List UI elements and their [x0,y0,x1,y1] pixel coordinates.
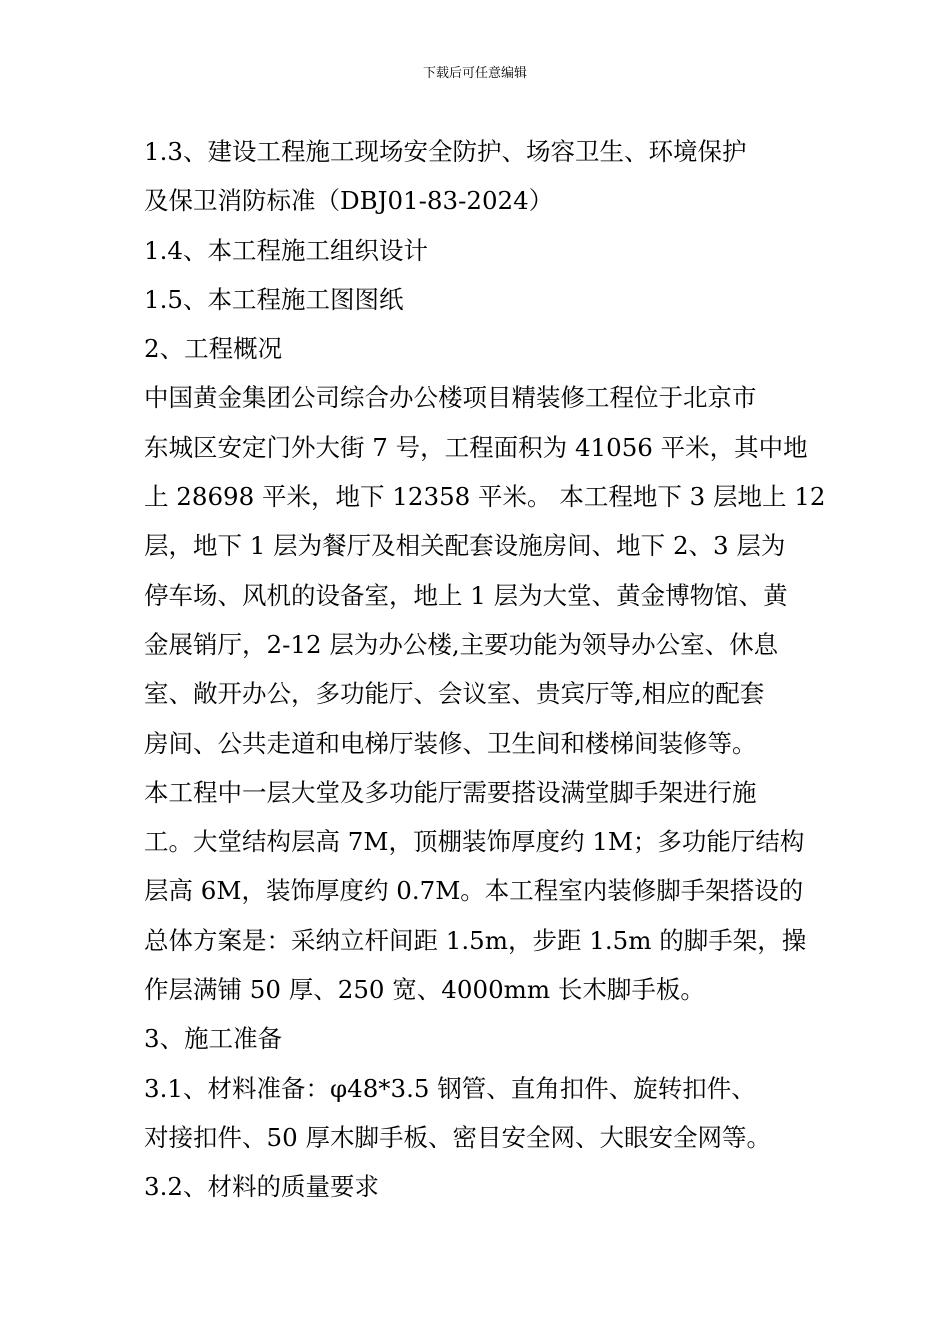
text-line: 对接扣件、50 厚木脚手板、密目安全网、大眼安全网等。 [144,1122,771,1152]
text-line: 2、工程概况 [144,334,283,364]
text-line: 作层满铺 50 厚、250 宽、4000mm 长木脚手板。 [144,975,705,1005]
text-line: 停车场、风机的设备室，地上 1 层为大堂、黄金博物馆、黄 [144,580,788,610]
text-line: 1.5、本工程施工图图纸 [144,284,404,314]
text-line: 本工程中一层大堂及多功能厅需要搭设满堂脚手架进行施 [144,777,757,807]
text-line: 上 28698 平米，地下 12358 平米。 本工程地下 3 层地上 12 [144,482,826,512]
text-line: 1.3、建设工程施工现场安全防护、场容卫生、环境保护 [144,137,747,166]
text-line: 室、敞开办公，多功能厅、会议室、贵宾厅等,相应的配套 [144,679,765,709]
text-line: 金展销厅，2-12 层为办公楼,主要功能为领导办公室、休息 [144,629,779,659]
text-line: 总体方案是：采纳立杆间距 1.5m，步距 1.5m 的脚手架，操 [144,925,807,955]
page-header: 下载后可任意编辑 [422,66,527,81]
text-line: 及保卫消防标准（DBJ01-83-2024） [144,186,554,216]
text-line: 层高 6M，装饰厚度约 0.7M。本工程室内装修脚手架搭设的 [144,876,804,906]
text-line: 1.4、本工程施工组织设计 [144,235,428,265]
text-line: 东城区安定门外大街 7 号，工程面积为 41056 平米，其中地 [144,432,808,462]
text-line: 层，地下 1 层为餐厅及相关配套设施房间、地下 2、3 层为 [144,531,786,561]
text-line: 3、施工准备 [144,1024,283,1054]
text-line: 房间、公共走道和电梯厅装修、卫生间和楼梯间装修等。 [144,728,757,758]
text-line: 3.1、材料准备：φ48*3.5 钢管、直角扣件、旋转扣件、 [144,1073,756,1103]
document-body [144,127,826,1212]
text-line: 工。大堂结构层高 7M，顶棚装饰厚度约 1M；多功能厅结构 [144,827,805,857]
text-line: 3.2、材料的质量要求 [144,1172,379,1202]
text-line: 中国黄金集团公司综合办公楼项目精装修工程位于北京市 [144,383,757,413]
